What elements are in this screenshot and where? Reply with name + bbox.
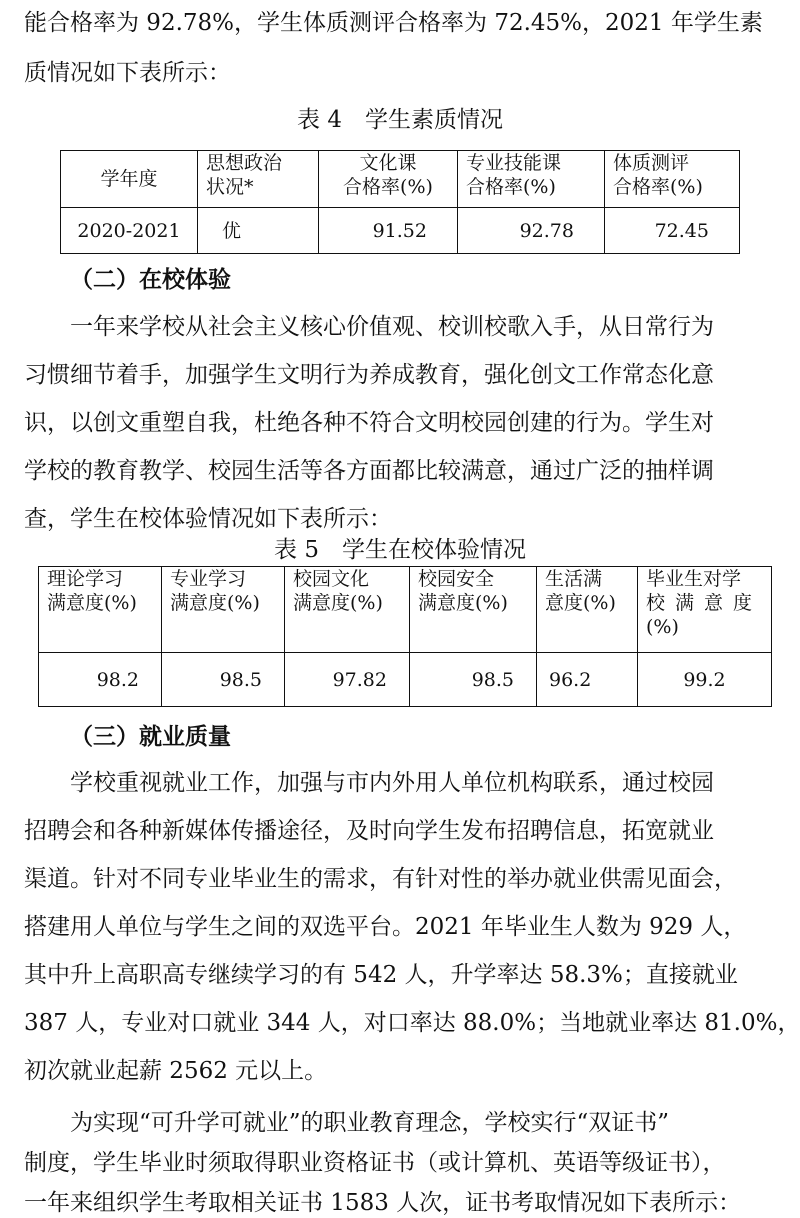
- paragraph-line: 一年来学校从社会主义核心价值观、校训校歌入手，从日常行为: [70, 314, 714, 340]
- header-text: 专业技能课: [466, 152, 562, 174]
- header-text: 生活满: [545, 568, 603, 590]
- table4-caption: 表 4 学生素质情况: [297, 107, 503, 133]
- paragraph-line: 搭建用人单位与学生之间的双选平台。2021 年毕业生人数为 929 人，: [24, 914, 747, 940]
- header-text: 合格率(%): [343, 176, 433, 198]
- table-header-cell: [605, 151, 740, 208]
- header-text: 文化课: [359, 152, 417, 174]
- table-header-cell: [410, 567, 537, 653]
- paragraph-line: 学校重视就业工作，加强与市内外用人单位机构联系，通过校园: [70, 770, 714, 796]
- table5-caption: 表 5 学生在校体验情况: [274, 537, 526, 563]
- table-cell: 91.52: [319, 208, 458, 254]
- paragraph-line: 学校的教育教学、校园生活等各方面都比较满意，通过广泛的抽样调: [24, 458, 714, 484]
- paragraph-line: 质情况如下表所示：: [24, 60, 231, 86]
- table4: [60, 150, 740, 254]
- paragraph-line: 查，学生在校体验情况如下表所示：: [24, 506, 392, 532]
- header-text: 合格率(%): [613, 176, 703, 198]
- table5: [38, 566, 772, 707]
- paragraph-line: 识，以创文重塑自我，杜绝各种不符合文明校园创建的行为。学生对: [24, 410, 714, 436]
- paragraph-line: 为实现“可升学可就业”的职业教育理念，学校实行“双证书”: [70, 1110, 670, 1136]
- table-cell: 98.5: [162, 653, 285, 707]
- paragraph-line: 习惯细节着手，加强学生文明行为养成教育，强化创文工作常态化意: [24, 362, 714, 388]
- table-cell: 98.2: [39, 653, 162, 707]
- header-text: 理论学习: [47, 568, 124, 590]
- header-text: 满意度(%): [418, 592, 508, 614]
- table-header-cell: [537, 567, 638, 653]
- table-header-cell: [162, 567, 285, 653]
- table-header-cell: [61, 151, 198, 208]
- header-text: 合格率(%): [466, 176, 556, 198]
- header-text: (%): [646, 616, 679, 638]
- paragraph-line: 制度，学生毕业时须取得职业资格证书（或计算机、英语等级证书），: [24, 1150, 726, 1176]
- table-cell: 99.2: [638, 653, 772, 707]
- table-cell: 2020-2021: [61, 208, 198, 254]
- header-text: 毕业生对学: [646, 568, 742, 590]
- table-header-cell: [458, 151, 605, 208]
- paragraph-line: 387 人，专业对口就业 344 人，对口率达 88.0%；当地就业率达 81.0%，: [24, 1010, 800, 1036]
- table-cell: 96.2: [537, 653, 638, 707]
- paragraph-line: 一年来组织学生考取相关证书 1583 人次，证书考取情况如下表所示：: [24, 1190, 742, 1216]
- table-header-cell: [198, 151, 319, 208]
- section-heading: （二）在校体验: [70, 266, 231, 293]
- header-text: 满意度(%): [47, 592, 137, 614]
- table-header-cell: [285, 567, 410, 653]
- header-text: 学年度: [100, 168, 158, 190]
- table-row: [39, 653, 772, 707]
- table-cell: 98.5: [410, 653, 537, 707]
- table-header-row: [61, 151, 740, 208]
- header-text: 状况*: [206, 176, 254, 198]
- header-text: 满意度(%): [170, 592, 260, 614]
- paragraph-line: 其中升上高职高专继续学习的有 542 人，升学率达 58.3%；直接就业: [24, 962, 738, 988]
- header-text: 意度(%): [545, 592, 616, 614]
- paragraph-line: 招聘会和各种新媒体传播途径，及时向学生发布招聘信息，拓宽就业: [24, 818, 714, 844]
- table-row: [61, 208, 740, 254]
- table-cell: 72.45: [605, 208, 740, 254]
- header-text: 校满意度: [646, 592, 763, 614]
- paragraph-line: 渠道。针对不同专业毕业生的需求，有针对性的举办就业供需见面会，: [24, 866, 737, 892]
- table-header-cell: [319, 151, 458, 208]
- header-text: 满意度(%): [293, 592, 383, 614]
- header-text: 校园文化: [293, 568, 370, 590]
- table-header-cell: [39, 567, 162, 653]
- paragraph-line: 能合格率为 92.78%，学生体质测评合格率为 72.45%，2021 年学生素: [24, 10, 763, 36]
- header-text: 校园安全: [418, 568, 495, 590]
- table-header-cell: [638, 567, 772, 653]
- header-text: 思想政治: [206, 152, 283, 174]
- section-heading: （三）就业质量: [70, 723, 231, 750]
- table-header-row: [39, 567, 772, 653]
- table-cell: 92.78: [458, 208, 605, 254]
- header-text: 体质测评: [613, 152, 690, 174]
- table-cell: 优: [198, 208, 319, 254]
- paragraph-line: 初次就业起薪 2562 元以上。: [24, 1058, 328, 1084]
- header-text: 专业学习: [170, 568, 247, 590]
- table-cell: 97.82: [285, 653, 410, 707]
